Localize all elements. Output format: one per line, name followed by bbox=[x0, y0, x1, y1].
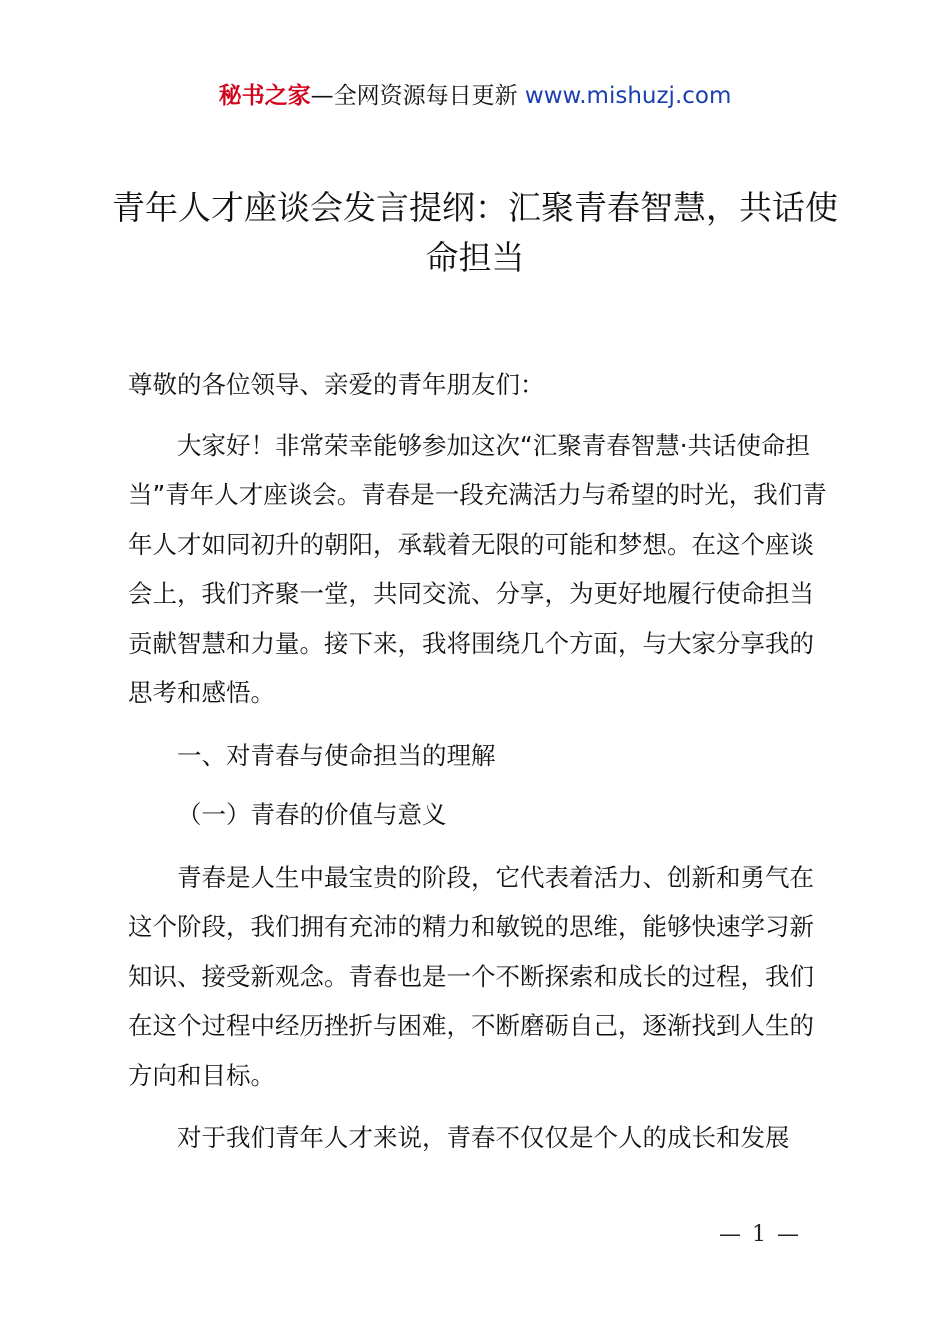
document-body bbox=[128, 360, 828, 1163]
page-number: — 1 — bbox=[719, 1222, 801, 1247]
document-title: 青年人才座谈会发言提纲：汇聚青春智慧，共话使命担当 bbox=[112, 188, 838, 277]
body-paragraph: 对于我们青年人才来说，青春不仅仅是个人的成长和发展 bbox=[177, 1123, 790, 1152]
salutation: 尊敬的各位领导、亲爱的青年朋友们： bbox=[128, 370, 545, 399]
header-tagline: —全网资源每日更新 bbox=[310, 83, 525, 109]
site-url-link[interactable]: www.mishuzj.com bbox=[524, 83, 732, 109]
body-paragraph: 青春是人生中最宝贵的阶段，它代表着活力、创新和勇气在这个阶段，我们拥有充沛的精力和敏锐的思维，能够快速学习新知识、接受新观念。青春也是一个不断探索和成长的过程，我们在这个过程中经历挫折与困难，不断磨砺自己，逐渐找到人生的方向和目标。 bbox=[128, 862, 814, 1090]
section-heading: 一、对青春与使命担当的理解 bbox=[177, 740, 496, 770]
site-header bbox=[0, 80, 950, 112]
intro-paragraph: 大家好！非常荣幸能够参加这次“汇聚青春智慧·共话使命担当”青年人才座谈会。青春是一段充满活力与希望的时光，我们青年人才如同初升的朝阳，承载着无限的可能和梦想。在这个座谈会上，我们齐聚一堂，共同交流、分享，为更好地履行使命担当贡献智慧和力量。接下来，我将围绕几个方面，与大家分享我的思考和感悟。 bbox=[128, 430, 827, 707]
subsection-heading: （一）青春的价值与意义 bbox=[177, 800, 447, 829]
brand-name: 秘书之家 bbox=[218, 83, 311, 109]
